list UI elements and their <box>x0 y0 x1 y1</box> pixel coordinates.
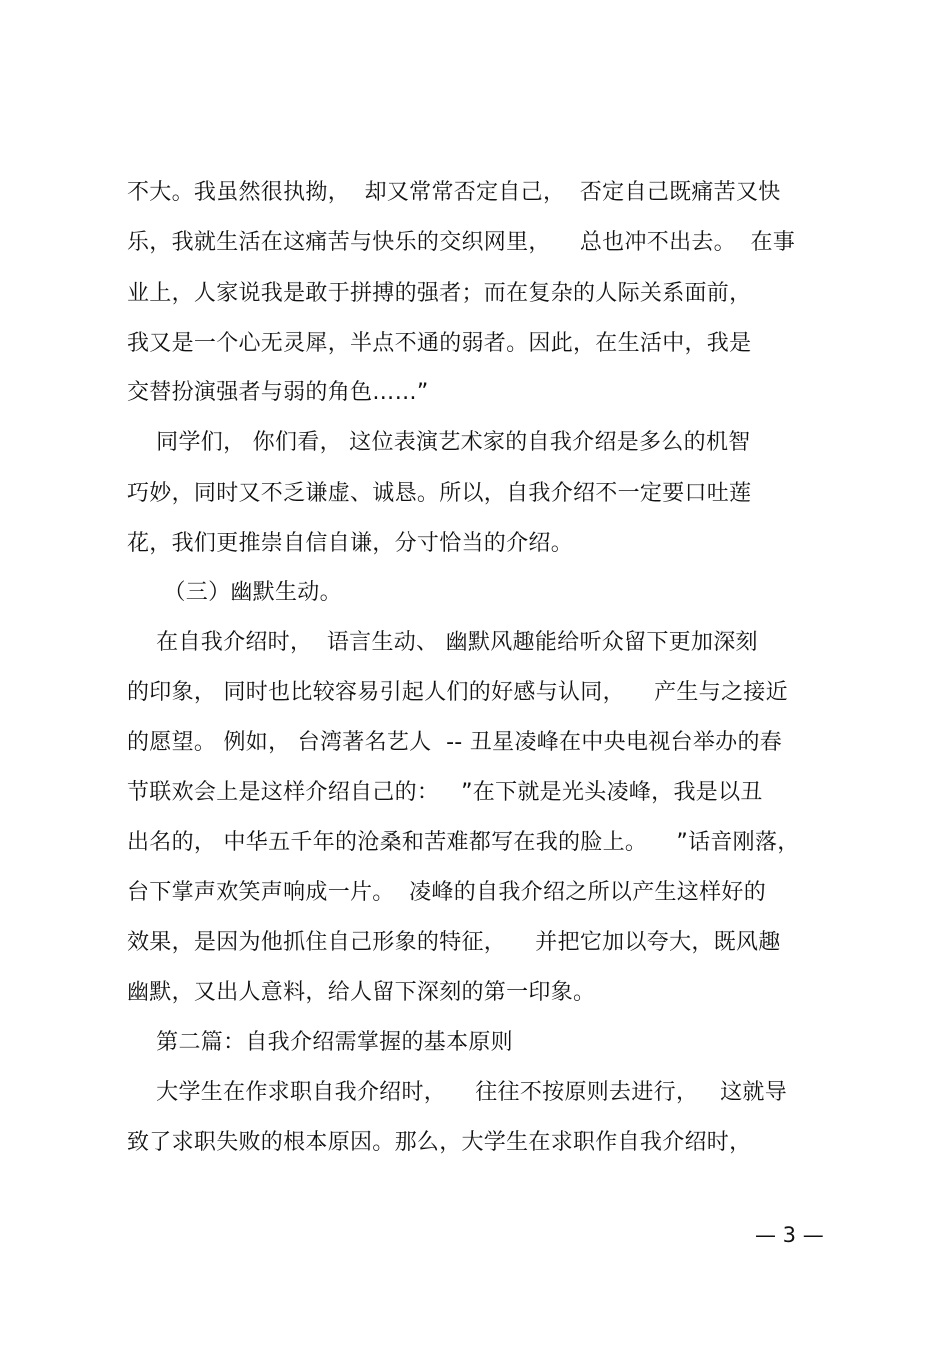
text-line: 交替扮演强者与弱的角色……” <box>127 380 429 405</box>
text-line: 同学们， 你们看， 这位表演艺术家的自我介绍是多么的机智 <box>127 430 751 455</box>
text-line: 致了求职失败的根本原因。那么，大学生在求职作自我介绍时， <box>127 1130 752 1155</box>
text-line: 大学生在作求职自我介绍时， 往往不按原则去进行， 这就导 <box>127 1080 788 1105</box>
text-line: 业上，人家说我是敢于拼搏的强者；而在复杂的人际关系面前， <box>127 281 752 306</box>
text-line: 效果，是因为他抓住自己形象的特征， 并把它加以夸大，既风趣 <box>127 930 781 955</box>
text-line: 的愿望。 例如， 台湾著名艺人 -- 丑星凌峰在中央电视台举办的春 <box>127 730 783 755</box>
text-line: 我又是一个心无灵犀，半点不通的弱者。因此，在生活中，我是 <box>127 331 752 356</box>
text-line: 台下掌声欢笑声响成一片。 凌峰的自我介绍之所以产生这样好的 <box>127 880 766 905</box>
section-heading: （三）幽默生动。 <box>127 580 342 605</box>
text-line: 不大。我虽然很执拗， 却又常常否定自己， 否定自己既痛苦又快 <box>127 180 781 205</box>
page-number: — 3 — <box>755 1223 824 1247</box>
text-line: 花，我们更推崇自信自谦，分寸恰当的介绍。 <box>127 531 574 556</box>
chapter-heading: 第二篇：自我介绍需掌握的基本原则 <box>127 1030 513 1055</box>
text-line: 乐，我就生活在这痛苦与快乐的交织网里， 总也冲不出去。 在事 <box>127 230 796 255</box>
text-line: 出名的， 中华五千年的沧桑和苦难都写在我的脸上。 ”话音刚落， <box>127 830 800 855</box>
text-line: 幽默，又出人意料，给人留下深刻的第一印象。 <box>127 980 596 1005</box>
text-line: 的印象， 同时也比较容易引起人们的好感与认同， 产生与之接近 <box>127 680 788 705</box>
text-line: 巧妙，同时又不乏谦虚、诚恳。所以，自我介绍不一定要口吐莲 <box>127 481 752 506</box>
text-line: 在自我介绍时， 语言生动、 幽默风趣能给听众留下更加深刻 <box>127 630 758 655</box>
text-line: 节联欢会上是这样介绍自己的： ”在下就是光头凌峰，我是以丑 <box>127 780 763 805</box>
